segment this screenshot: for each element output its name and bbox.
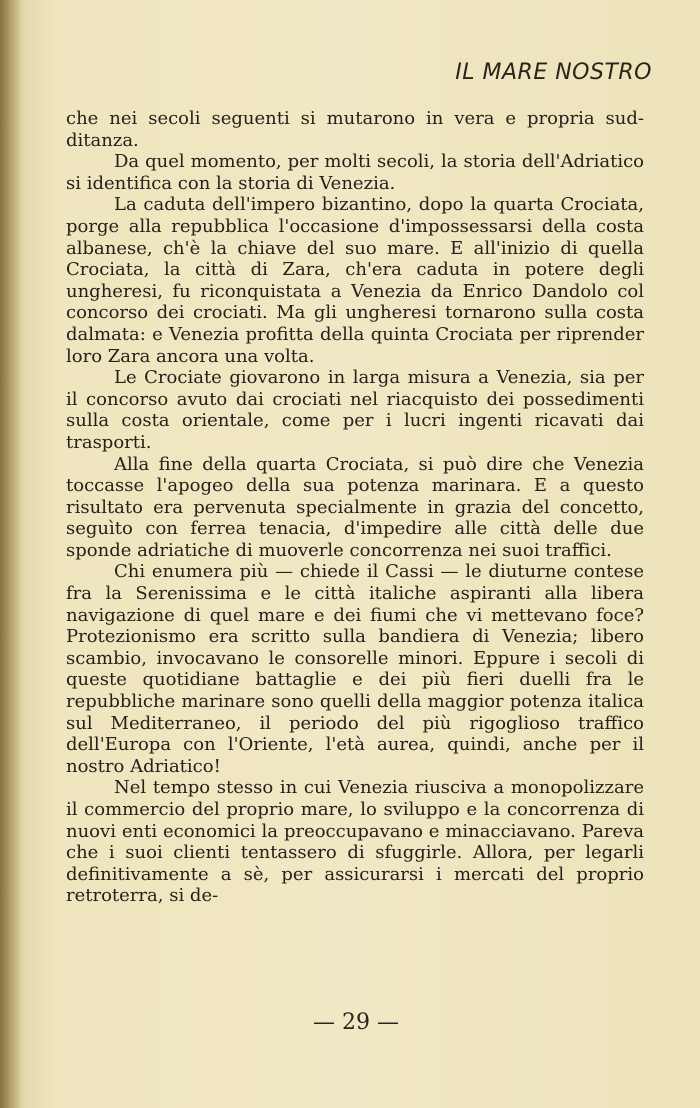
paragraph-4: Le Crociate giovarono in larga misura a Venezia, sia per il concorso avuto dai crociati nel riacquisto dei possedimenti sulla costa orientale, come per i lucri ingenti ricavati dai trasporti. (66, 367, 644, 453)
running-head: IL MARE NOSTRO (455, 60, 652, 85)
page-number: — 29 — (313, 1010, 399, 1035)
page-number-row (0, 1010, 700, 1035)
paragraph-1: che nei secoli seguenti si mutarono in vera e propria sudditanza. (66, 108, 644, 151)
paragraph-6: Chi enumera più — chiede il Cassi — le diuturne contese fra la Serenissima e le città italiche aspiranti alla libera navigazione di quel mare e dei fiumi che vi mettevano foce? Protezionismo era scritto sulla bandiera di Venezia; libero scambio, invocavano le consorelle minori. Eppure i secoli di queste quotidiane battaglie e dei più fieri duelli fra le repubbliche marinare sono quelli della maggior potenza italica sul Mediterraneo, il periodo del più rigoglioso traffico dell'Europa con l'Oriente, l'età aurea, quindi, anche per il nostro Adriatico! (66, 561, 644, 777)
body-text (66, 108, 644, 907)
paragraph-3: La caduta dell'impero bizantino, dopo la quarta Crociata, porge alla repubblica l'occasione d'impossessarsi della costa albanese, ch'è la chiave del suo mare. E all'inizio di quella Crociata, la città di Zara, ch'era caduta in potere degli ungheresi, fu riconquistata a Venezia da Enrico Dandolo col concorso dei crociati. Ma gli ungheresi tornarono sulla costa dalmata: e Venezia profitta della quinta Crociata per riprender loro Zara ancora una volta. (66, 194, 644, 367)
paragraph-2: Da quel momento, per molti secoli, la storia dell'Adriatico si identifica con la storia di Venezia. (66, 151, 644, 194)
spine-shadow (0, 0, 22, 1108)
paragraph-7: Nel tempo stesso in cui Venezia riusciva a monopolizzare il commercio del proprio mare, lo sviluppo e la concorrenza di nuovi enti economici la preoccupavano e minacciavano. Pareva che i suoi clienti tentassero di sfuggirle. Allora, per legarli definitivamente a sè, per assicurarsi i mercati del proprio retroterra, si de- (66, 777, 644, 907)
paragraph-5: Alla fine della quarta Crociata, si può dire che Venezia toccasse l'apogeo della sua potenza marinara. E a questo risultato era pervenuta specialmente in grazia del concetto, seguìto con ferrea tenacia, d'impedire alle città delle due sponde adriatiche di muoverle concorrenza nei suoi traffici. (66, 453, 644, 561)
